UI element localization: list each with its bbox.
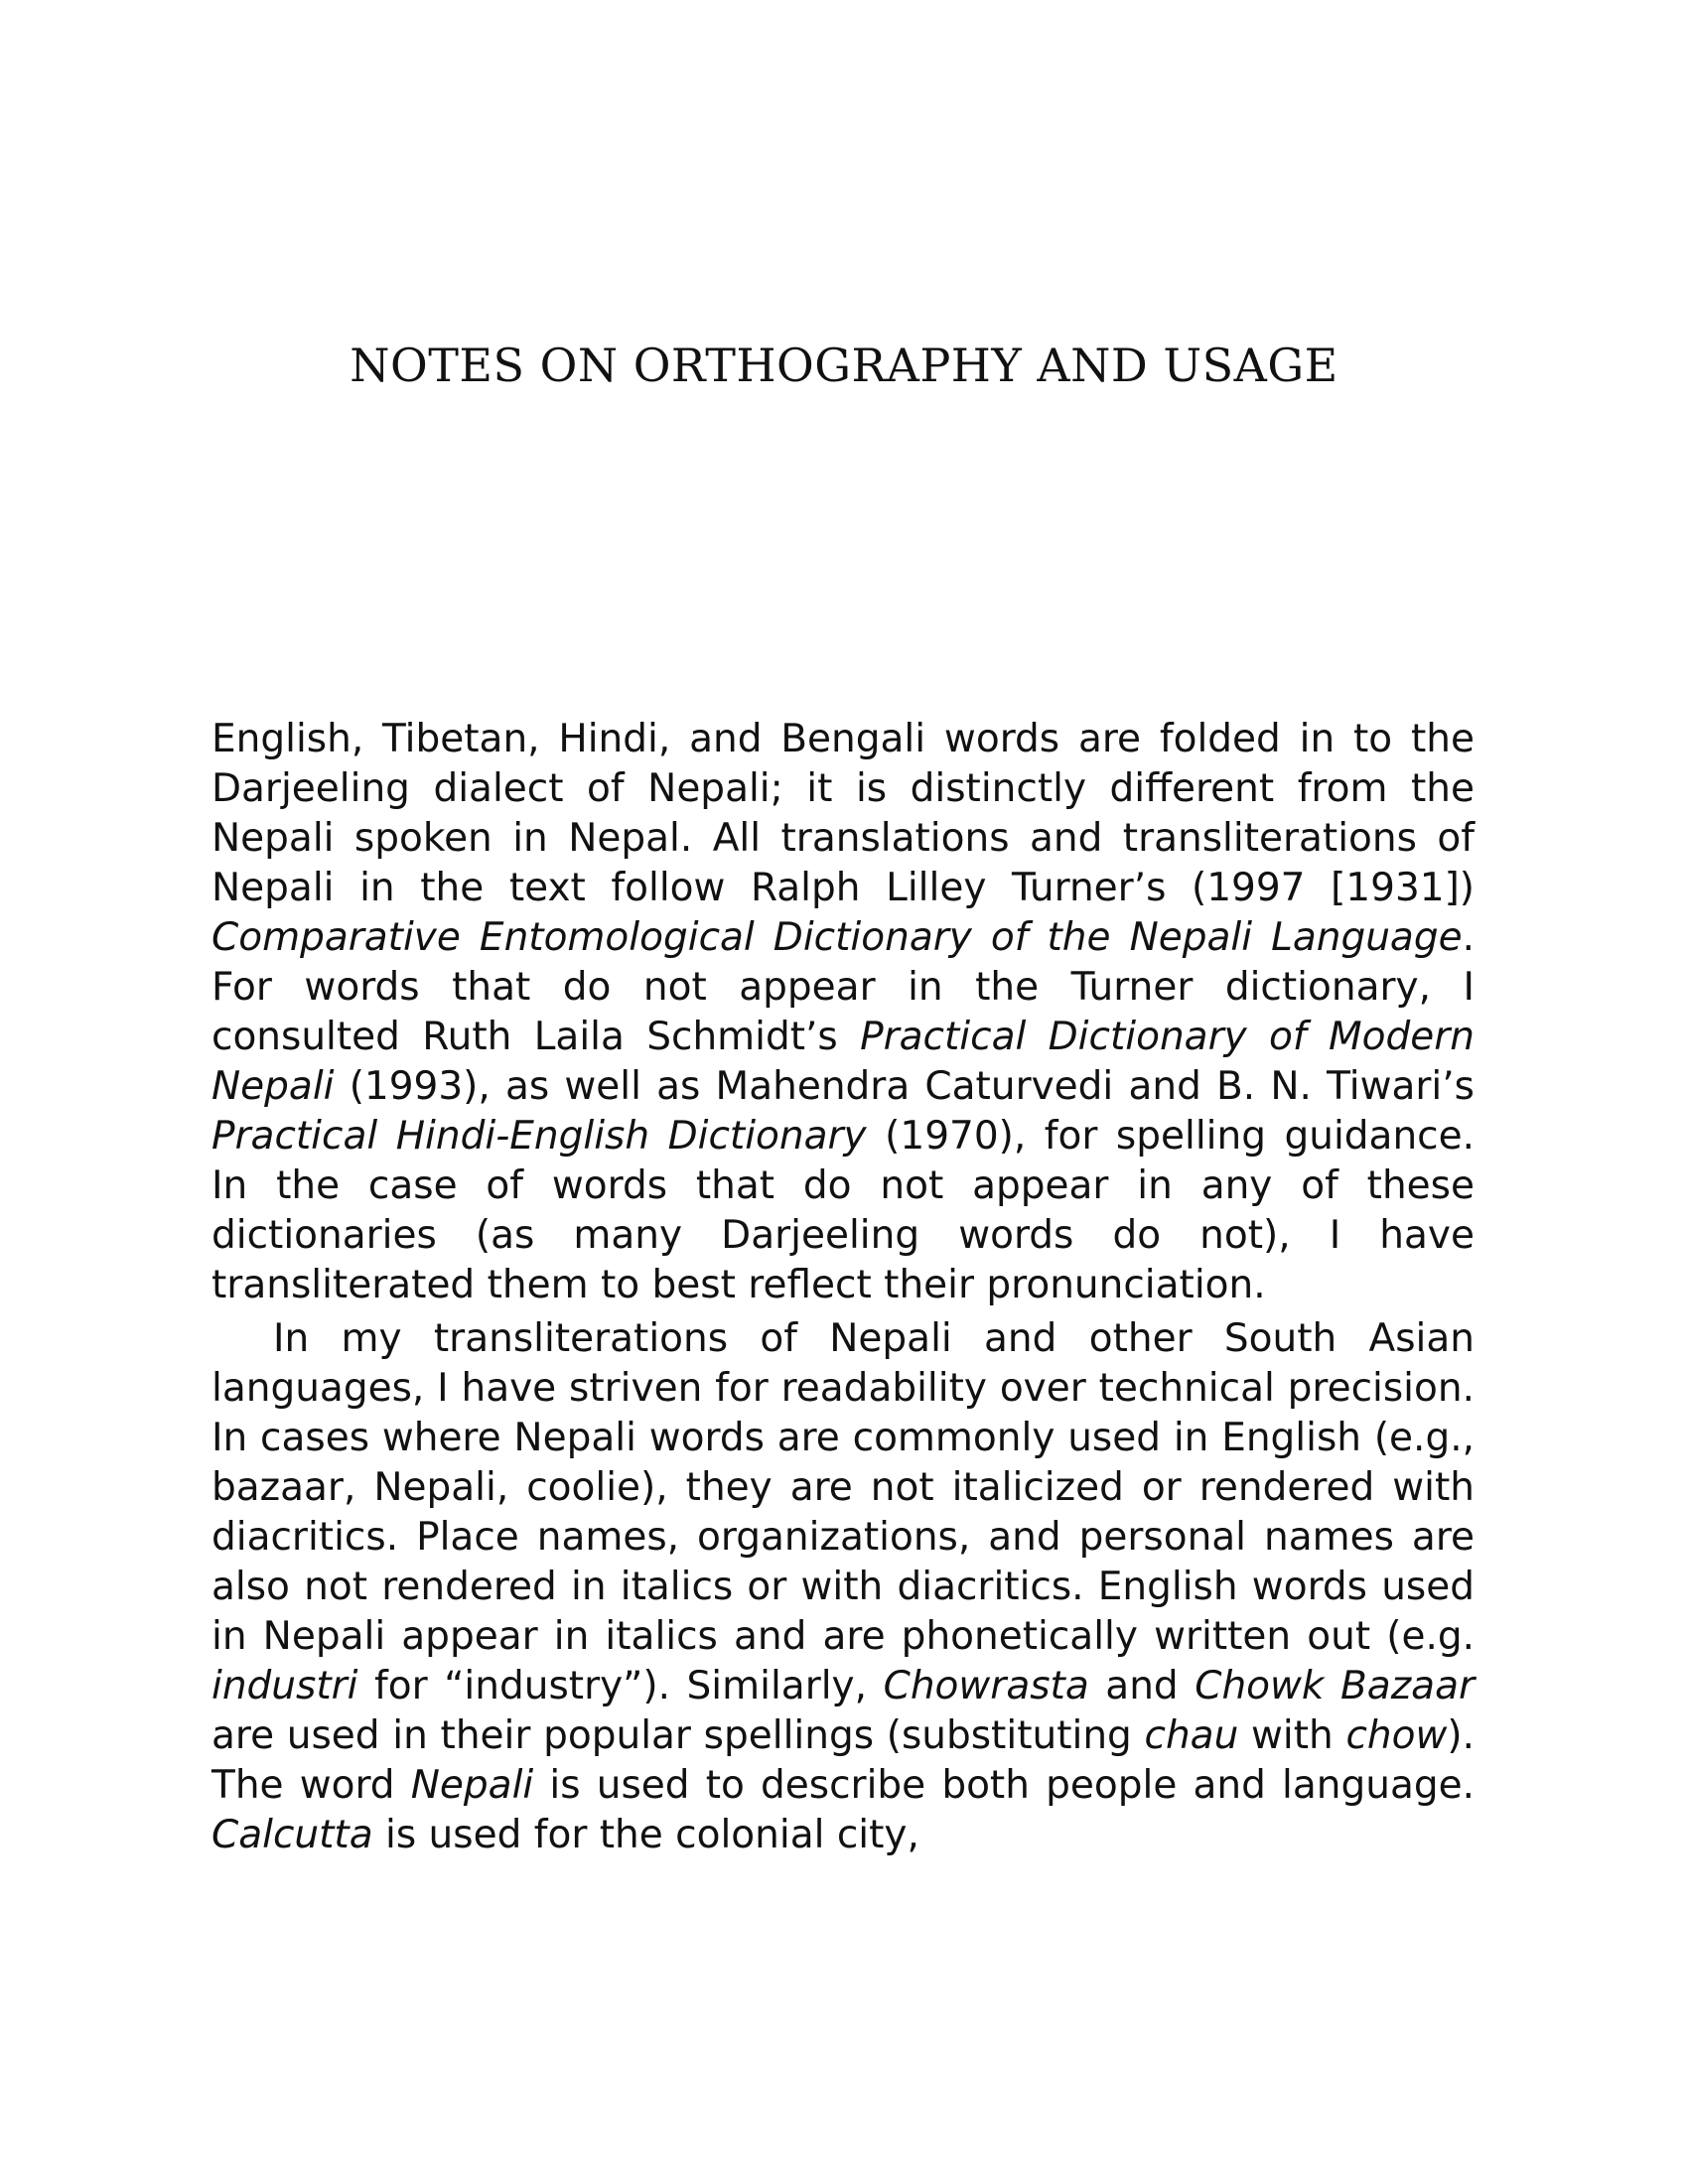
- paragraph-2-run: for “industry”). Similarly,: [357, 1664, 884, 1708]
- paragraph-2-run: ). The word: [211, 1713, 1475, 1808]
- paragraph-2-italic-term: industri: [211, 1664, 358, 1708]
- paragraph-2-italic-term: chau: [1144, 1713, 1239, 1758]
- paragraph-1-run: English, Tibetan, Hindi, and Bengali words are folded in to the Darjeeling dialect of Nepali; it is distinctly different from the Nepali spoken in Nepal. All translations and transliterations of Nepali in the text follow Ralph Lilley Turner’s (1997 [1931]): [211, 717, 1475, 910]
- page-heading: NOTES ON ORTHOGRAPHY AND USAGE: [350, 339, 1338, 392]
- paragraph-2-italic-term: Chowrasta: [883, 1664, 1089, 1708]
- paragraph-1-title-italic: Practical Dictionary of Modern Nepali: [211, 1015, 1475, 1109]
- paragraph-1-title-italic: Comparative Entomological Dictionary of the Nepali Language: [211, 915, 1463, 960]
- paragraph-2-run: is used for the colonial city,: [372, 1813, 919, 1857]
- paragraph-2-run: with: [1238, 1713, 1346, 1758]
- paragraph-2: [211, 1314, 1475, 1860]
- paragraph-2-run: In my transliterations of Nepali and other South Asian languages, I have striven for readability over technical precision. In cases where Nepali words are commonly used in English (e.g., bazaar, Nepali, coolie), they are not italicized or rendered with diacritics. Place names, organizations, and personal names are also not rendered in italics or with diacritics. English words used in Nepali appear in italics and are phonetically written out (e.g.: [211, 1316, 1475, 1659]
- paragraph-2-italic-term: chow: [1345, 1713, 1448, 1758]
- paragraph-2-run: are used in their popular spellings (substituting: [211, 1713, 1145, 1758]
- paragraph-2-run: is used to describe both people and language.: [533, 1763, 1475, 1808]
- paragraph-2-italic-term: Chowk Bazaar: [1195, 1664, 1476, 1708]
- paragraph-1-title-italic: Practical Hindi-English Dictionary: [211, 1114, 867, 1159]
- paragraph-1: [211, 715, 1475, 1310]
- paragraph-1-run: (1993), as well as Mahendra Caturvedi and B. N. Tiwari’s: [334, 1064, 1475, 1109]
- paragraph-2-run: and: [1088, 1664, 1196, 1708]
- paragraph-2-italic-term: Nepali: [410, 1763, 534, 1808]
- paragraph-2-italic-term: Calcutta: [211, 1813, 373, 1857]
- paragraph-1-run: . For words that do not appear in the Turner dictionary, I consulted Ruth Laila Schmidt’s: [211, 915, 1475, 1059]
- paragraph-1-run: (1970), for spelling guidance. In the case of words that do not appear in any of these dictionaries (as many Darjeeling words do not), I have transliterated them to best reflect their pronunciation.: [211, 1114, 1475, 1307]
- body-text: [211, 715, 1475, 1860]
